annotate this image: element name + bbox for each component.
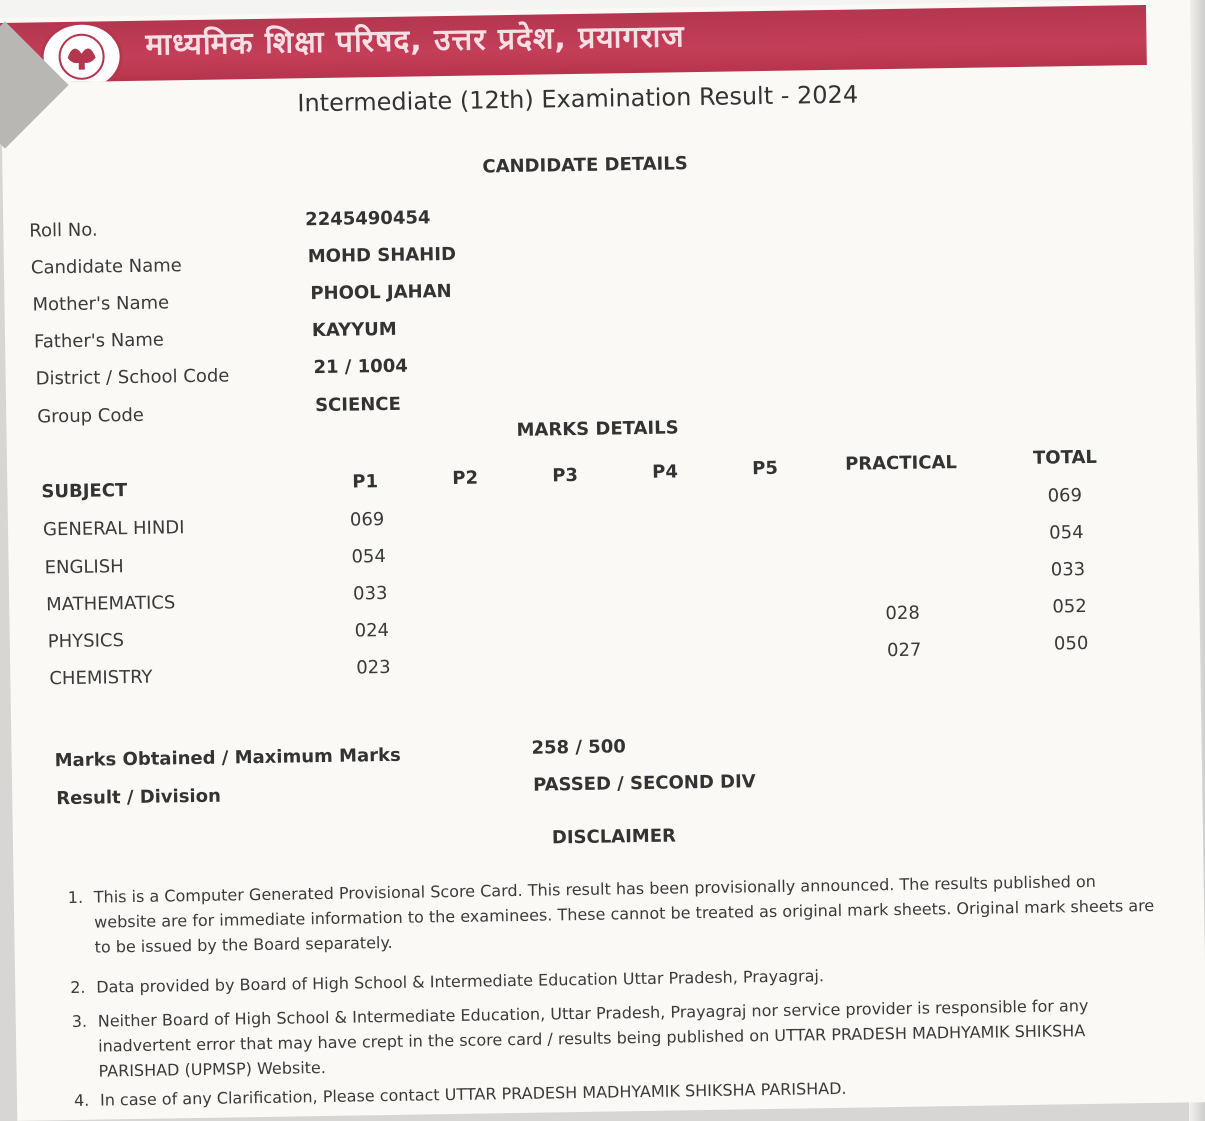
practical-mark: 028 (885, 602, 920, 625)
label-candidate-name: Candidate Name (30, 255, 182, 279)
disclaimer-text: Data provided by Board of High School & Intermediate Education Uttar Pradesh, Prayagraj. (96, 966, 825, 997)
label-district-school-code: District / School Code (35, 365, 230, 390)
col-p2: P2 (452, 467, 479, 489)
total-mark: 069 (1047, 485, 1083, 507)
value-fathers-name: KAYYUM (311, 318, 397, 342)
marks-details-heading: MARKS DETAILS (516, 417, 679, 441)
subject-name: GENERAL HINDI (42, 517, 185, 541)
value-group-code: SCIENCE (314, 393, 402, 417)
subject-name: ENGLISH (44, 556, 124, 579)
page-title: Intermediate (12th) Examination Result - 2024 (297, 80, 859, 118)
p1-mark: 024 (354, 619, 390, 642)
disclaimer-text: This is a Computer Generated Provisional Score Card. This result has been provisionally announced. The results published on website are for immediate information to the examinees. These cannot be treated as original mark sheets. Original mark sheets are to be issued by the Board separately. (93, 871, 1155, 957)
col-p1: P1 (352, 471, 379, 493)
board-name-hindi: माध्यमिक शिक्षा परिषद, उत्तर प्रदेश, प्रयागराज (145, 19, 685, 63)
marks-obtained-value: 258 / 500 (531, 736, 626, 759)
subject-name: PHYSICS (47, 630, 125, 653)
disclaimer-number: 1. (67, 887, 84, 908)
candidate-details-heading: CANDIDATE DETAILS (482, 153, 688, 178)
disclaimer-item (67, 868, 1160, 960)
value-mothers-name: PHOOL JAHAN (310, 280, 452, 305)
p1-mark: 069 (349, 509, 385, 531)
total-mark: 054 (1049, 522, 1084, 544)
p1-mark: 023 (356, 656, 391, 679)
col-subject: SUBJECT (41, 480, 128, 503)
value-district-school-code: 21 / 1004 (313, 355, 408, 379)
label-mothers-name: Mother's Name (32, 292, 170, 316)
p1-mark: 054 (351, 546, 387, 568)
col-practical: PRACTICAL (844, 452, 958, 475)
disclaimer-heading: DISCLAIMER (551, 825, 677, 849)
col-p3: P3 (552, 464, 579, 487)
total-mark: 033 (1050, 559, 1086, 581)
disclaimer-number: 3. (71, 1011, 88, 1031)
col-total: TOTAL (1032, 446, 1098, 469)
practical-mark: 027 (886, 639, 922, 662)
value-roll-no: 2245490454 (305, 207, 431, 231)
subject-name: MATHEMATICS (46, 592, 176, 616)
disclaimer-number: 2. (70, 977, 86, 998)
value-candidate-name: MOHD SHAHID (307, 243, 457, 268)
marks-obtained-label: Marks Obtained / Maximum Marks (54, 744, 401, 772)
disclaimer-text: In case of any Clarification, Please contact UTTAR PRADESH MADHYAMIK SHIKSHA PARISHAD. (99, 1078, 847, 1110)
subject-name: CHEMISTRY (49, 666, 153, 690)
col-p5: P5 (752, 457, 779, 480)
disclaimer-item (71, 992, 1164, 1084)
total-mark: 052 (1052, 596, 1087, 618)
p1-mark: 033 (352, 582, 388, 605)
disclaimer-text: Neither Board of High School & Intermediate Education, Uttar Pradesh, Prayagraj nor service provider is responsible for any inadvertent error that may have crept in the score card / results being published on UTTAR PRADESH MADHYAMIK SHIKSHA PARISHAD (UPMSP) Website. (97, 996, 1089, 1081)
header-band (0, 5, 1147, 83)
result-division-value: PASSED / SECOND DIV (532, 771, 756, 796)
label-group-code: Group Code (37, 404, 145, 428)
label-roll-no: Roll No. (29, 219, 98, 242)
result-division-label: Result / Division (56, 785, 221, 810)
disclaimer-item (70, 958, 1161, 1000)
total-mark: 050 (1053, 632, 1089, 655)
col-p4: P4 (652, 461, 679, 483)
label-fathers-name: Father's Name (33, 329, 165, 353)
disclaimer-number: 4. (73, 1090, 90, 1110)
